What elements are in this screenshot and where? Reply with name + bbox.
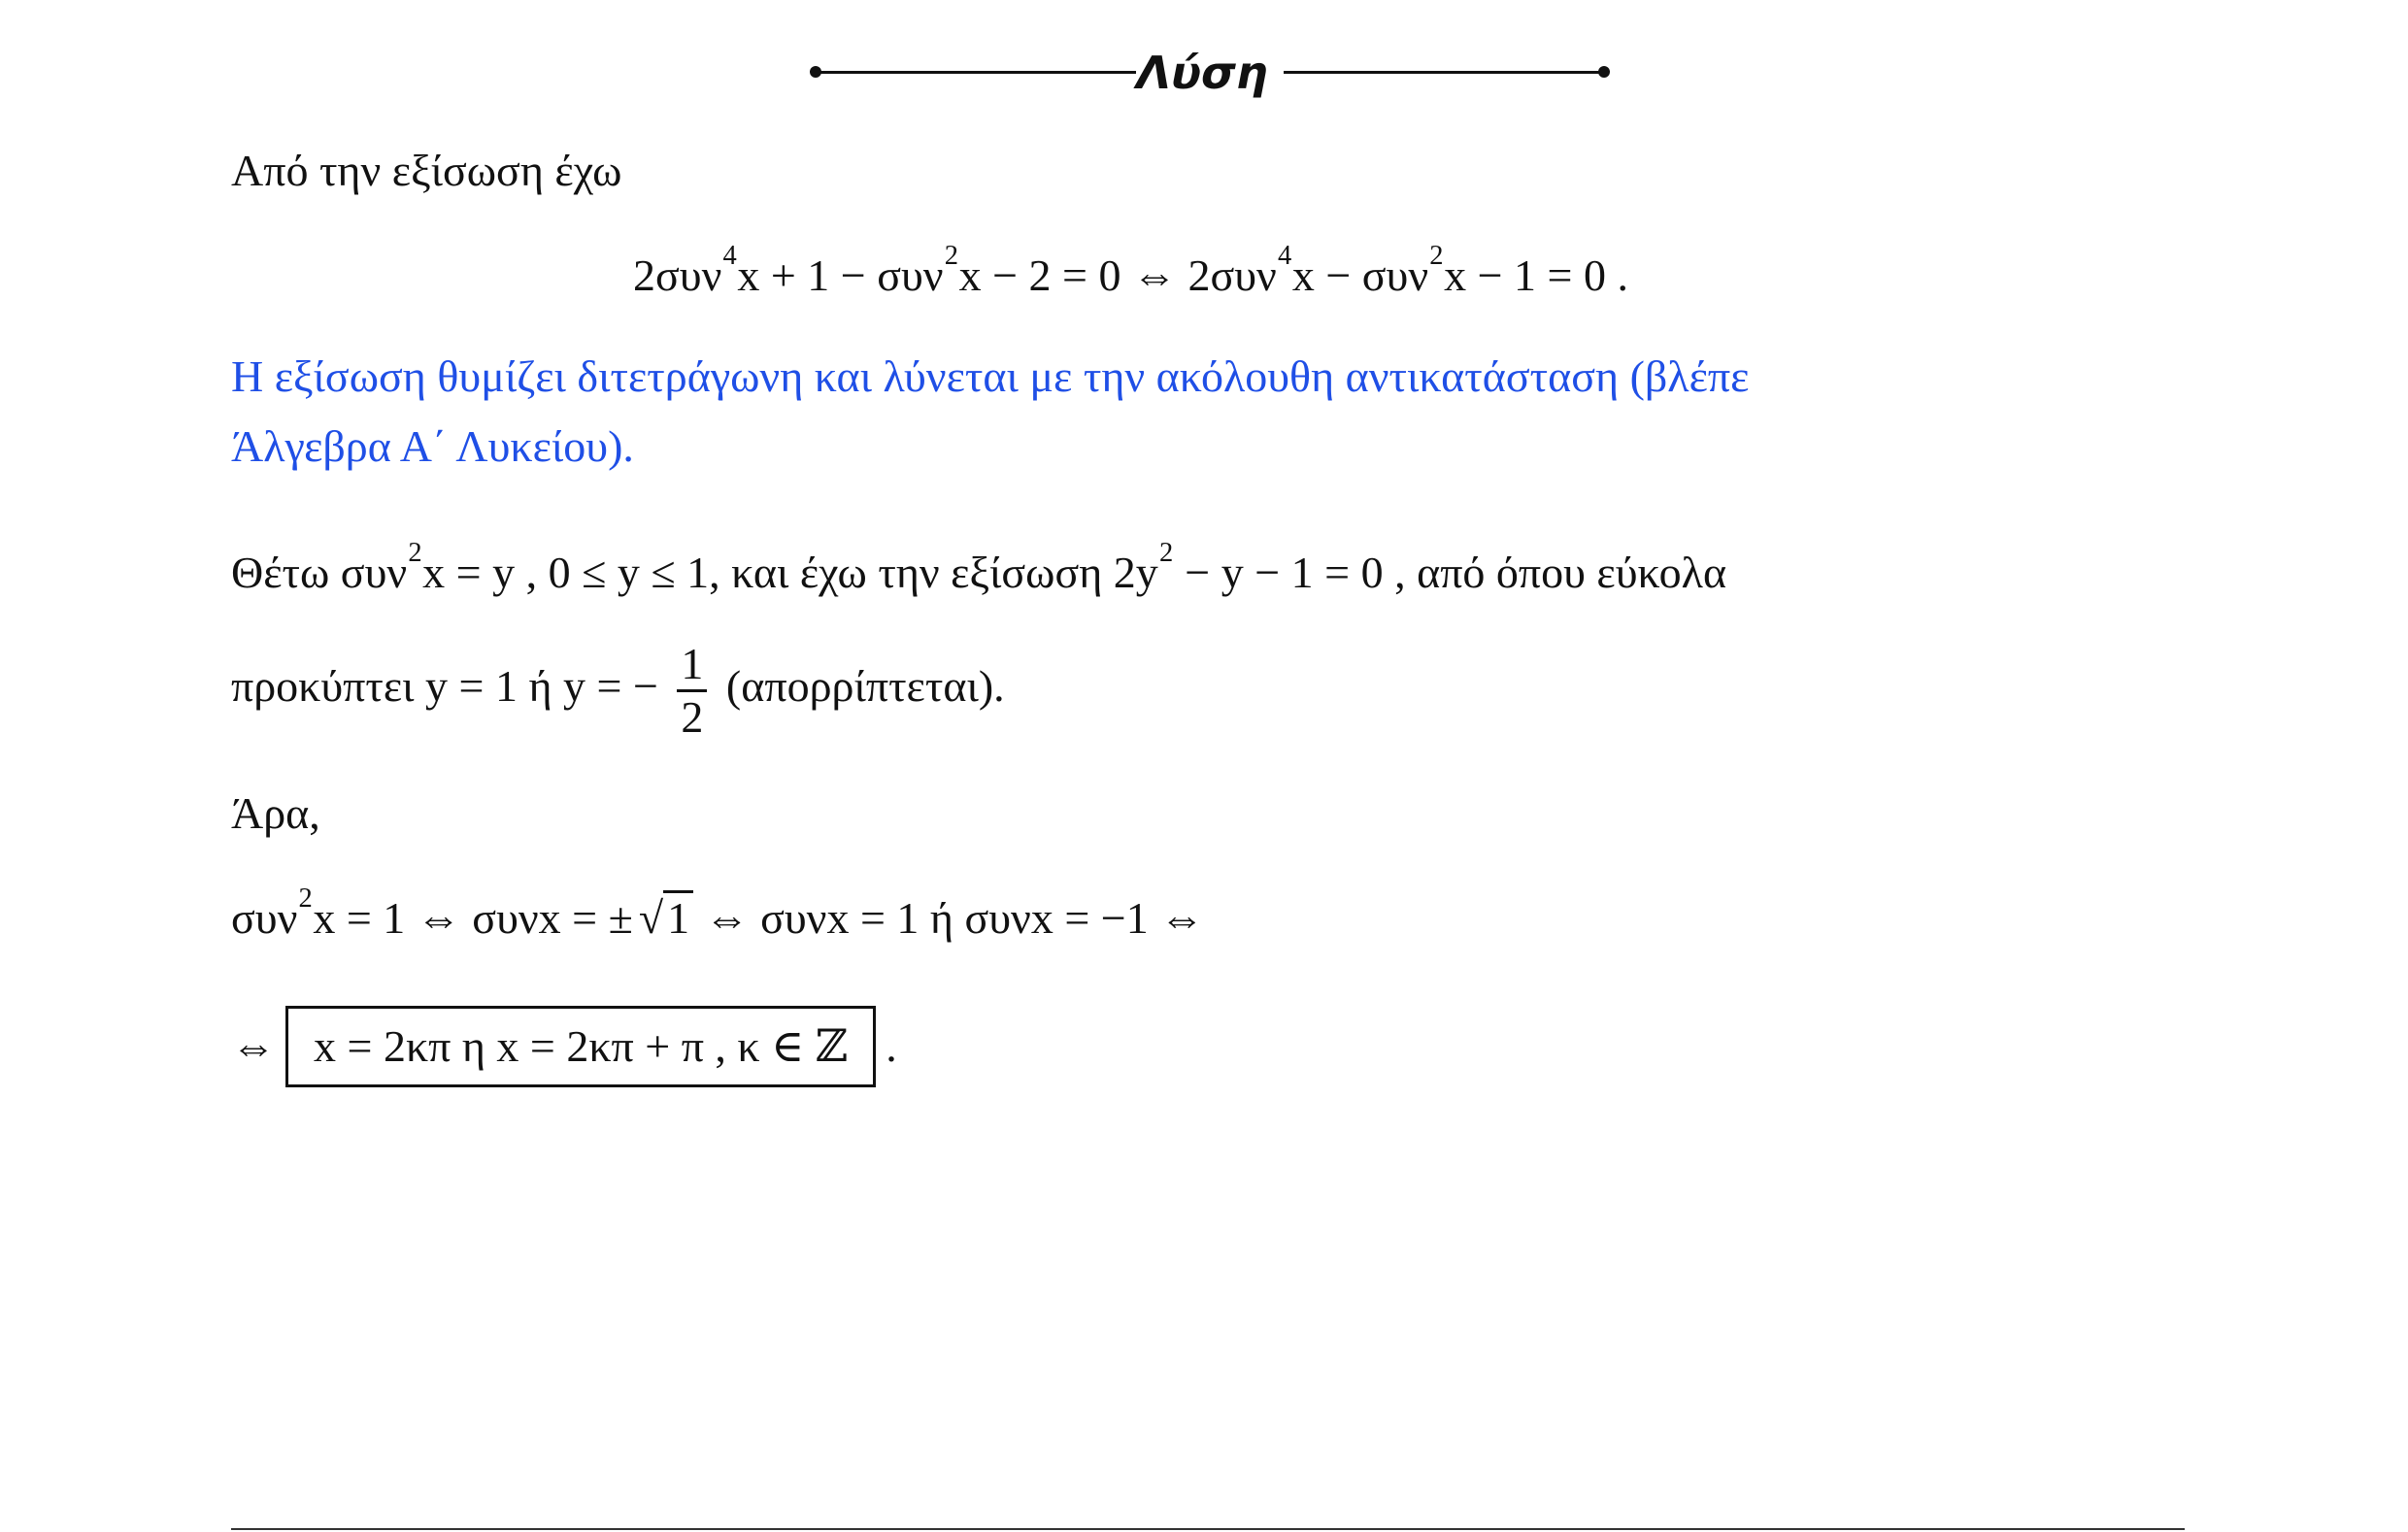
- radical-sign: √: [638, 893, 664, 943]
- eq1-exp-d: 2: [1429, 240, 1444, 271]
- sub-part-b: x = y , 0 ≤ y ≤ 1, και έχω την εξίσωση 2y: [422, 548, 1158, 597]
- sub-part-c: − y − 1 = 0 , από όπου εύκολα: [1173, 548, 1727, 597]
- result-part-b: (απορρίπτεται).: [725, 661, 1005, 711]
- bottom-rule: [231, 1528, 2185, 1530]
- eq1-part-d: x − συν: [1291, 250, 1429, 300]
- intro-text: Από την εξίσωση έχω: [231, 146, 622, 195]
- final-part-c: ⇔ συνx = 1 ή συνx = −1 ⇔: [704, 893, 1205, 943]
- right-header-rule: [1284, 71, 1604, 74]
- final-equation: [231, 883, 1205, 954]
- final-part-a: συν: [231, 893, 298, 943]
- sub-part-a: Θέτω συν: [231, 548, 408, 597]
- note-line-1: Η εξίσωση θυμίζει διτετράγωνη και λύνεται με την ακόλουθη αντικατάσταση (βλέπε: [231, 351, 1750, 401]
- radicand: 1: [663, 890, 693, 944]
- eq1-part-a: 2συν: [633, 250, 722, 300]
- final-exp-a: 2: [298, 883, 313, 914]
- fraction-one-half: [677, 639, 707, 743]
- eq1-part-c: x − 2 = 0 ⇔ 2συν: [958, 250, 1277, 300]
- boxed-answer: x = 2κπ η x = 2κπ + π , κ ∈ ℤ: [285, 1006, 876, 1087]
- answer-suffix: .: [886, 1021, 897, 1071]
- eq1-exp-a: 4: [722, 240, 737, 271]
- right-dot-ornament: [1598, 66, 1610, 78]
- square-root: [633, 889, 693, 948]
- solution-title: Λύση: [1136, 47, 1268, 99]
- eq1-part-b: x + 1 − συν: [737, 250, 944, 300]
- eq1-exp-b: 2: [944, 240, 959, 271]
- substitution-line: [231, 537, 1727, 609]
- final-part-b: x = 1 ⇔ συνx = ±: [313, 893, 633, 943]
- equation-1: [633, 240, 1628, 312]
- fraction-denominator: 2: [681, 691, 704, 742]
- sub-exp-a: 2: [408, 537, 422, 568]
- result-line: [231, 629, 1005, 744]
- answer-line: [231, 1006, 897, 1087]
- eq1-exp-c: 4: [1277, 240, 1292, 271]
- eq1-part-e: x − 1 = 0 .: [1444, 250, 1628, 300]
- answer-prefix: ⇔: [231, 1021, 276, 1071]
- left-header-rule: [816, 71, 1136, 74]
- ara-text: Άρα,: [231, 788, 320, 838]
- solution-header: [0, 39, 2408, 107]
- result-part-a: προκύπτει y = 1 ή y = −: [231, 661, 658, 711]
- sub-exp-b: 2: [1158, 537, 1174, 568]
- fraction-numerator: 1: [677, 639, 707, 692]
- note-line-2: Άλγεβρα Α΄ Λυκείου).: [231, 421, 634, 471]
